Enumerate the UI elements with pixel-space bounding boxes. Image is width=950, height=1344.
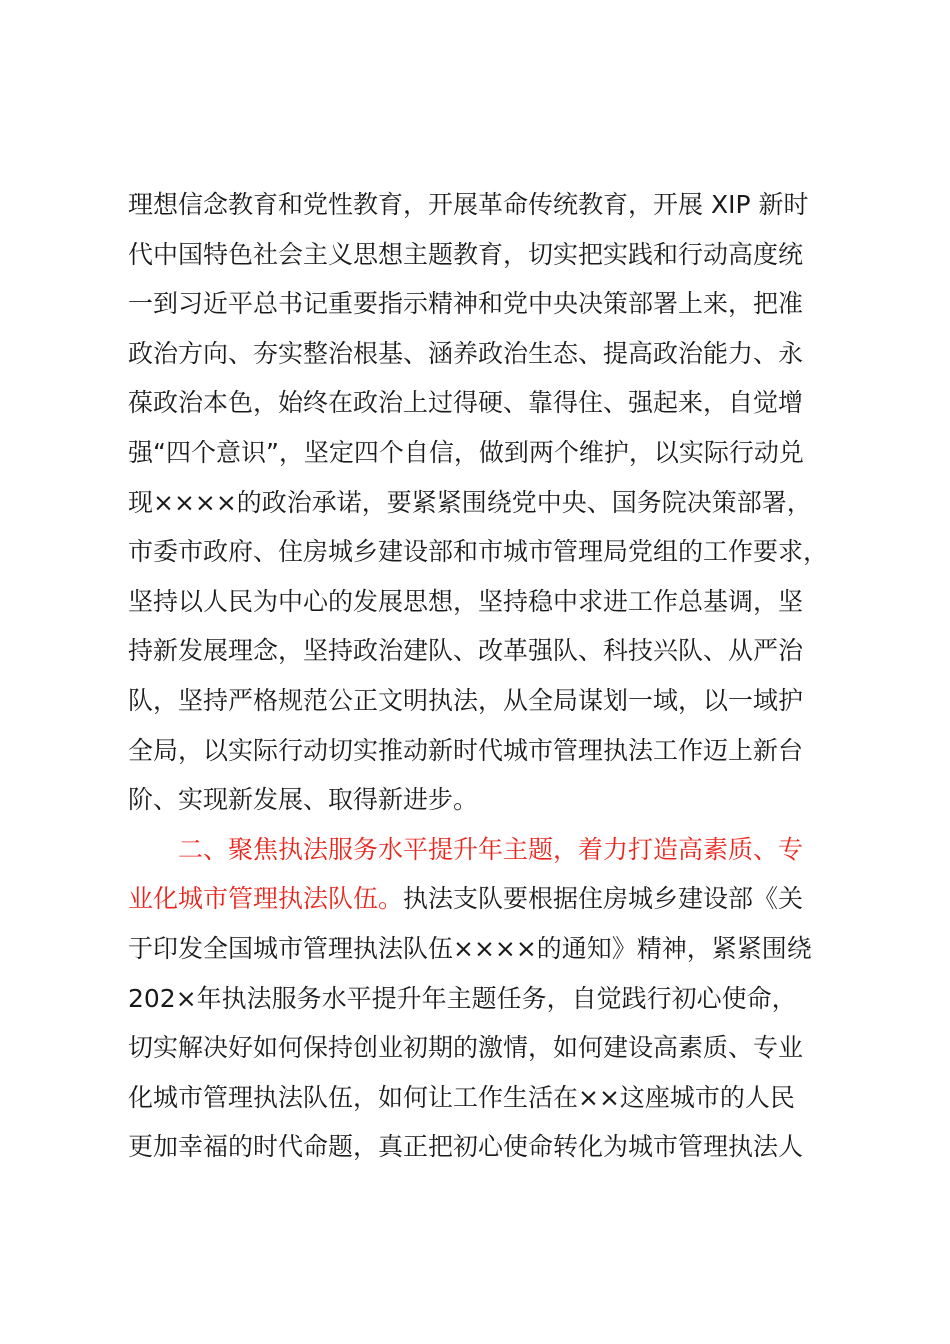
section-body-start: 执法支队要根据住房城乡建设部《关: [403, 884, 804, 914]
paragraph-1: [128, 180, 840, 825]
document-body: [128, 180, 840, 1172]
text-line: 葆政治本色，始终在政治上过得硬、靠得住、强起来，自觉增: [128, 388, 804, 418]
section-heading-tail: 业化城市管理执法队伍。: [128, 884, 404, 914]
text-line: 切实解决好如何保持创业初期的激情，如何建设高素质、专业: [128, 1033, 804, 1063]
text-line: 代中国特色社会主义思想主题教育，切实把实践和行动高度统: [128, 239, 804, 269]
text-line: 化城市管理执法队伍，如何让工作生活在××这座城市的人民: [128, 1082, 795, 1112]
text-line: 政治方向、夯实整治根基、涵养政治生态、提高政治能力、永: [128, 338, 804, 368]
text-line: 持新发展理念，坚持政治建队、改革强队、科技兴队、从严治: [128, 636, 804, 666]
text-line: 一到习近平总书记重要指示精神和党中央决策部署上来，把准: [128, 289, 804, 319]
text-line: 现××××的政治承诺，要紧紧围绕党中央、国务院决策部署，: [128, 487, 812, 517]
text-line: 更加幸福的时代命题，真正把初心使命转化为城市管理执法人: [128, 1132, 804, 1162]
text-line: 202×年执法服务水平提升年主题任务，自觉践行初心使命，: [128, 983, 797, 1013]
text-line: 强“四个意识”，坚定四个自信，做到两个维护，以实际行动兑: [128, 437, 804, 467]
text-line: 阶、实现新发展、取得新进步。: [128, 785, 479, 815]
text-line: 市委市政府、住房城乡建设部和市城市管理局党组的工作要求，: [128, 537, 829, 567]
text-line: 队，坚持严格规范公正文明执法，从全局谋划一域，以一域护: [128, 685, 804, 715]
text-line: 坚持以人民为中心的发展思想，坚持稳中求进工作总基调，坚: [128, 586, 804, 616]
text-line: 于印发全国城市管理执法队伍××××的通知》精神，紧紧围绕: [128, 933, 812, 963]
text-line: [128, 874, 840, 924]
paragraph-2: [128, 825, 840, 1172]
text-line: 全局，以实际行动切实推动新时代城市管理执法工作迈上新台: [128, 735, 804, 765]
text-line: 理想信念教育和党性教育，开展革命传统教育，开展 XIP 新时: [128, 190, 809, 219]
section-heading-line: 二、聚焦执法服务水平提升年主题，着力打造高素质、专: [178, 834, 804, 864]
